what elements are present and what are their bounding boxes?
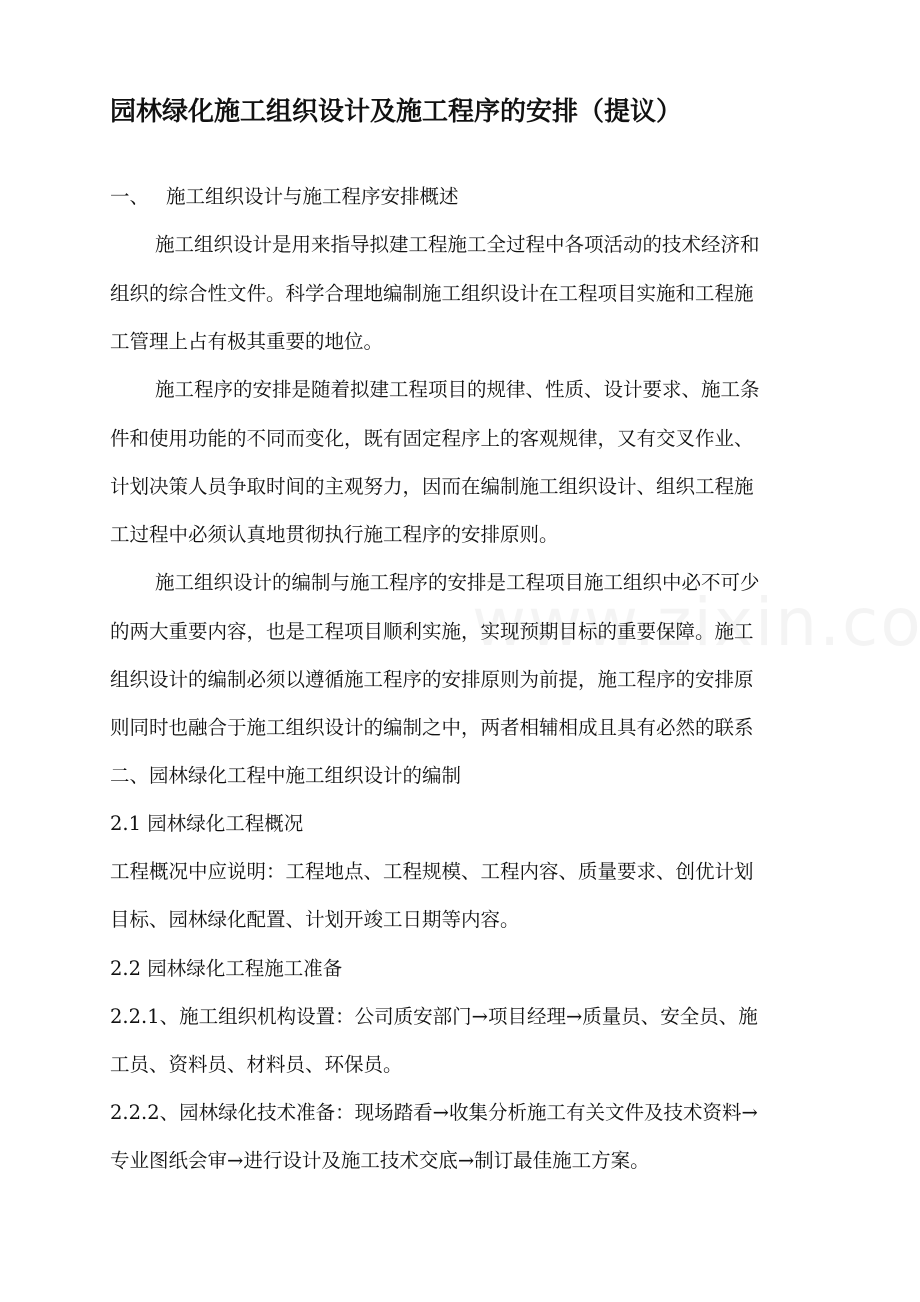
paragraph-line: 专业图纸会审→进行设计及施工技术交底→制订最佳施工方案。 [110,1149,650,1172]
paragraph-line: 件和使用功能的不同而变化，既有固定程序上的客观规律，又有交叉作业、 [110,427,754,450]
section-1-heading-text: 施工组织设计与施工程序安排概述 [166,185,459,208]
paragraph-line: 施工组织设计的编制与施工程序的安排是工程项目施工组织中必不可少 [155,571,760,594]
paragraph-line: 计划决策人员争取时间的主观努力，因而在编制施工组织设计、组织工程施 [110,475,754,498]
paragraph-line: 目标、园林绿化配置、计划开竣工日期等内容。 [110,908,520,931]
paragraph-line: 工管理上占有极其重要的地位。 [110,330,384,353]
paragraph-line: 2.2.2、园林绿化技术准备：现场踏看→收集分析施工有关文件及技术资料→ [110,1101,758,1124]
paragraph-line: 施工程序的安排是随着拟建工程项目的规律、性质、设计要求、施工条 [155,378,760,401]
paragraph-line: 则同时也融合于施工组织设计的编制之中，两者相辅相成且具有必然的联系 [110,716,754,739]
section-1-heading [110,182,459,212]
section-1-number: 一、 [110,185,150,208]
paragraph-line: 的两大重要内容，也是工程项目顺利实施，实现预期目标的重要保障。施工 [110,620,754,643]
document-title: 园林绿化施工组织设计及施工程序的安排（提议） [110,97,683,127]
section-2-heading: 二、园林绿化工程中施工组织设计的编制 [110,764,462,787]
paragraph-line: 工程概况中应说明：工程地点、工程规模、工程内容、质量要求、创优计划 [110,860,754,883]
subsection-2-2-heading: 2.2 园林绿化工程施工准备 [110,957,343,980]
paragraph-line: 施工组织设计是用来指导拟建工程施工全过程中各项活动的技术经济和 [155,233,760,256]
paragraph-line: 组织设计的编制必须以遵循施工程序的安排原则为前提，施工程序的安排原 [110,668,754,691]
paragraph-line: 工过程中必须认真地贯彻执行施工程序的安排原则。 [110,523,559,546]
subsection-2-1-heading: 2.1 园林绿化工程概况 [110,812,304,835]
paragraph-line: 工员、资料员、材料员、环保员。 [110,1053,403,1076]
paragraph-line: 2.2.1、施工组织机构设置：公司质安部门→项目经理→质量员、安全员、施 [110,1005,758,1028]
paragraph-line: 组织的综合性文件。科学合理地编制施工组织设计在工程项目实施和工程施 [110,282,754,305]
